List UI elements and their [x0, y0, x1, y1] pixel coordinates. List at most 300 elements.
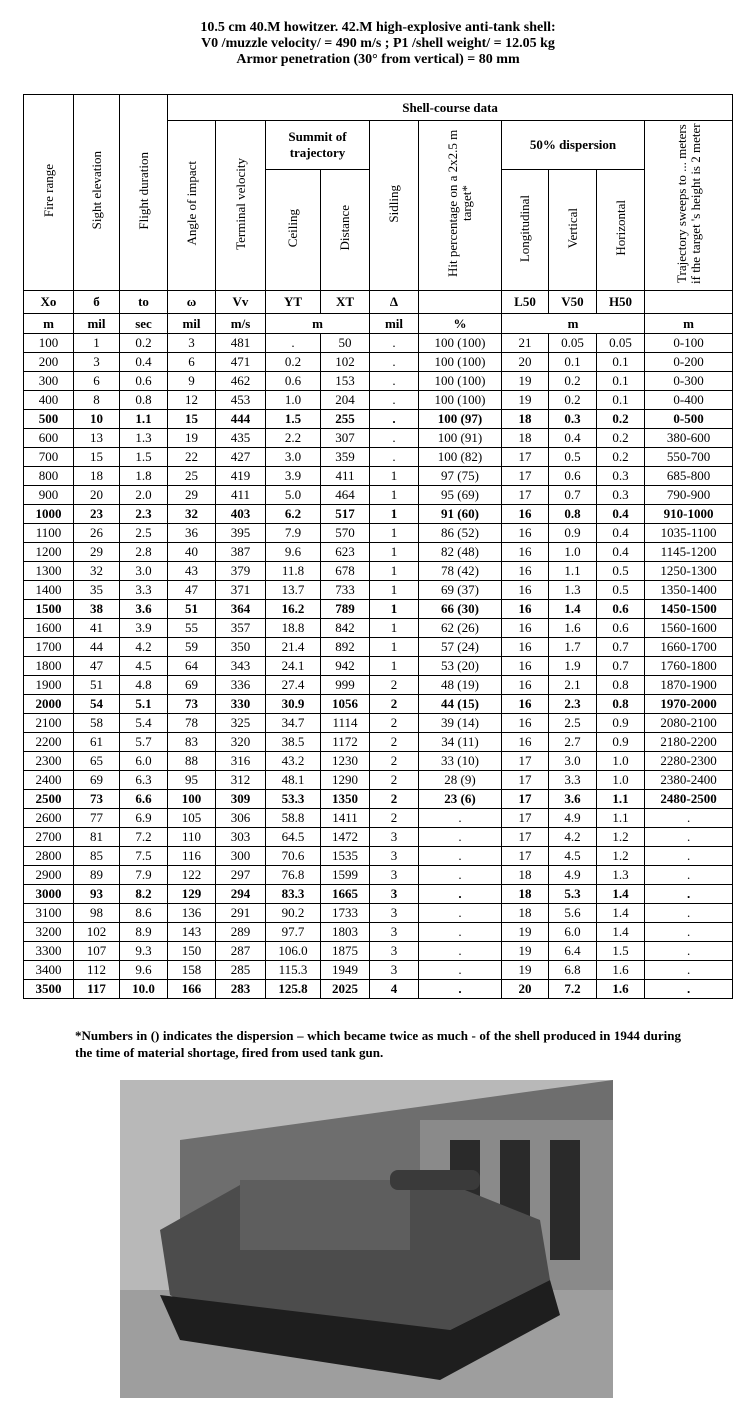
table-cell: 0.9	[597, 733, 645, 752]
table-cell: 2	[370, 714, 419, 733]
table-cell: 8.9	[120, 923, 168, 942]
table-cell: 1	[370, 562, 419, 581]
table-cell: 0.4	[597, 524, 645, 543]
table-cell: 69	[168, 676, 216, 695]
table-cell: 1172	[321, 733, 370, 752]
document-title	[0, 20, 756, 68]
table-cell: 1600	[24, 619, 74, 638]
table-cell: 0.2	[120, 334, 168, 353]
table-cell: 1.6	[597, 961, 645, 980]
table-cell: 1803	[321, 923, 370, 942]
table-cell: 4.2	[549, 828, 597, 847]
table-cell: 7.9	[120, 866, 168, 885]
table-cell: 9	[168, 372, 216, 391]
table-row	[24, 448, 733, 467]
table-cell: 1560-1600	[645, 619, 733, 638]
table-cell: 6.9	[120, 809, 168, 828]
symbol-cell: Δ	[370, 291, 419, 314]
table-cell: 16	[502, 733, 549, 752]
table-cell: 16	[502, 695, 549, 714]
table-cell: 19	[502, 372, 549, 391]
table-cell: 106.0	[266, 942, 321, 961]
table-cell: 411	[321, 467, 370, 486]
table-cell: 3	[370, 828, 419, 847]
table-cell: 357	[216, 619, 266, 638]
table-cell: 20	[74, 486, 120, 505]
table-cell: .	[370, 372, 419, 391]
table-cell: 17	[502, 809, 549, 828]
table-row	[24, 714, 733, 733]
table-cell: 289	[216, 923, 266, 942]
table-cell: 2	[370, 695, 419, 714]
unit-cell: m	[645, 314, 733, 334]
table-cell: 1	[370, 600, 419, 619]
table-cell: .	[370, 429, 419, 448]
table-cell: 291	[216, 904, 266, 923]
table-cell: 18	[502, 429, 549, 448]
table-cell: 1.3	[549, 581, 597, 600]
table-cell: 16	[502, 619, 549, 638]
table-cell: 6	[168, 353, 216, 372]
table-cell: .	[419, 980, 502, 999]
table-cell: 4.5	[120, 657, 168, 676]
table-cell: 1.0	[266, 391, 321, 410]
table-cell: 3	[370, 904, 419, 923]
table-cell: 306	[216, 809, 266, 828]
table-cell: 297	[216, 866, 266, 885]
table-cell: 1.1	[597, 790, 645, 809]
table-cell: 0.05	[597, 334, 645, 353]
table-cell: 1300	[24, 562, 74, 581]
table-cell: 1.1	[597, 809, 645, 828]
table-cell: 1200	[24, 543, 74, 562]
table-cell: 6.4	[549, 942, 597, 961]
table-cell: 1250-1300	[645, 562, 733, 581]
table-cell: 0.9	[597, 714, 645, 733]
symbol-cell	[645, 291, 733, 314]
table-cell: 19	[502, 961, 549, 980]
table-cell: 1.5	[597, 942, 645, 961]
table-cell: 3	[370, 961, 419, 980]
table-cell: 5.6	[549, 904, 597, 923]
table-cell: 0.3	[597, 486, 645, 505]
table-cell: 6.3	[120, 771, 168, 790]
table-row	[24, 581, 733, 600]
symbol-cell: L50	[502, 291, 549, 314]
table-cell: 1970-2000	[645, 695, 733, 714]
table-cell: 19	[502, 391, 549, 410]
table-cell: 678	[321, 562, 370, 581]
table-cell: 623	[321, 543, 370, 562]
table-cell: 48 (19)	[419, 676, 502, 695]
table-cell: 19	[502, 923, 549, 942]
table-cell: 1	[370, 657, 419, 676]
table-cell: 83.3	[266, 885, 321, 904]
table-cell: 3.3	[120, 581, 168, 600]
table-cell: 1949	[321, 961, 370, 980]
table-cell: 3.0	[266, 448, 321, 467]
table-cell: 15	[168, 410, 216, 429]
table-cell: 999	[321, 676, 370, 695]
table-cell: 0.4	[549, 429, 597, 448]
table-cell: 0-300	[645, 372, 733, 391]
table-cell: 942	[321, 657, 370, 676]
table-cell: 90.2	[266, 904, 321, 923]
table-row	[24, 733, 733, 752]
table-cell: 16	[502, 581, 549, 600]
table-cell: .	[645, 866, 733, 885]
table-cell: 17	[502, 486, 549, 505]
table-row	[24, 410, 733, 429]
table-cell: 1700	[24, 638, 74, 657]
table-cell: 150	[168, 942, 216, 961]
table-cell: 115.3	[266, 961, 321, 980]
table-cell: 1.7	[549, 638, 597, 657]
table-cell: 129	[168, 885, 216, 904]
table-row	[24, 961, 733, 980]
table-row	[24, 657, 733, 676]
table-cell: 1.5	[120, 448, 168, 467]
table-cell: 3400	[24, 961, 74, 980]
table-cell: 0.7	[597, 638, 645, 657]
table-cell: 4.9	[549, 809, 597, 828]
table-cell: 4	[370, 980, 419, 999]
table-cell: 1.4	[597, 904, 645, 923]
table-cell: 5.1	[120, 695, 168, 714]
table-cell: 18	[502, 904, 549, 923]
table-cell: 17	[502, 790, 549, 809]
table-cell: 0.6	[597, 600, 645, 619]
symbol-cell: Xo	[24, 291, 74, 314]
col-ceiling: Ceiling	[266, 170, 321, 291]
table-cell: 17	[502, 771, 549, 790]
table-cell: 0.2	[597, 429, 645, 448]
table-cell: 0.4	[597, 505, 645, 524]
table-cell: 0.2	[549, 372, 597, 391]
table-cell: 0.2	[549, 391, 597, 410]
table-cell: 65	[74, 752, 120, 771]
table-cell: 2400	[24, 771, 74, 790]
table-cell: 500	[24, 410, 74, 429]
table-cell: 2380-2400	[645, 771, 733, 790]
table-cell: 1.2	[597, 828, 645, 847]
table-cell: 47	[74, 657, 120, 676]
table-cell: 8.2	[120, 885, 168, 904]
table-cell: 153	[321, 372, 370, 391]
table-cell: 2700	[24, 828, 74, 847]
table-cell: 411	[216, 486, 266, 505]
table-cell: 3100	[24, 904, 74, 923]
table-cell: 371	[216, 581, 266, 600]
table-cell: 892	[321, 638, 370, 657]
table-cell: 83	[168, 733, 216, 752]
table-cell: 100 (91)	[419, 429, 502, 448]
table-cell: 325	[216, 714, 266, 733]
table-cell: 18	[502, 885, 549, 904]
table-cell: 11.8	[266, 562, 321, 581]
table-cell: 98	[74, 904, 120, 923]
table-cell: 0.05	[549, 334, 597, 353]
table-cell: 1.2	[597, 847, 645, 866]
unit-cell: mil	[74, 314, 120, 334]
table-cell: 18.8	[266, 619, 321, 638]
table-cell: 1	[370, 543, 419, 562]
table-cell: 16	[502, 524, 549, 543]
table-cell: 100 (100)	[419, 391, 502, 410]
table-cell: 0.8	[597, 695, 645, 714]
table-cell: 1.9	[549, 657, 597, 676]
table-row	[24, 695, 733, 714]
table-cell: 5.7	[120, 733, 168, 752]
table-cell: 2600	[24, 809, 74, 828]
table-cell: 419	[216, 467, 266, 486]
table-cell: 24.1	[266, 657, 321, 676]
table-row	[24, 524, 733, 543]
table-cell: 12	[168, 391, 216, 410]
table-cell: 38.5	[266, 733, 321, 752]
table-cell: 66 (30)	[419, 600, 502, 619]
table-cell: 444	[216, 410, 266, 429]
table-cell: 21	[502, 334, 549, 353]
table-cell: 0.4	[120, 353, 168, 372]
table-cell: 110	[168, 828, 216, 847]
table-cell: 91 (60)	[419, 505, 502, 524]
table-row	[24, 942, 733, 961]
table-cell: 57 (24)	[419, 638, 502, 657]
unit-row	[24, 314, 733, 334]
table-cell: 2180-2200	[645, 733, 733, 752]
table-cell: 910-1000	[645, 505, 733, 524]
table-cell: .	[419, 942, 502, 961]
table-cell: 283	[216, 980, 266, 999]
table-cell: 400	[24, 391, 74, 410]
table-cell: 0.2	[266, 353, 321, 372]
table-cell: 303	[216, 828, 266, 847]
table-cell: 0.7	[597, 657, 645, 676]
table-cell: 0.6	[266, 372, 321, 391]
table-cell: 19	[502, 942, 549, 961]
table-cell: 0.8	[597, 676, 645, 695]
table-cell: 0.1	[597, 372, 645, 391]
table-row	[24, 790, 733, 809]
table-cell: 1535	[321, 847, 370, 866]
table-cell: 39 (14)	[419, 714, 502, 733]
table-cell: 427	[216, 448, 266, 467]
table-cell: 16	[502, 676, 549, 695]
table-cell: 100 (100)	[419, 353, 502, 372]
table-cell: 3.0	[120, 562, 168, 581]
unit-cell: mil	[370, 314, 419, 334]
table-cell: 19	[168, 429, 216, 448]
table-cell: .	[645, 923, 733, 942]
table-row	[24, 809, 733, 828]
symbol-cell: ω	[168, 291, 216, 314]
table-cell: 32	[74, 562, 120, 581]
table-cell: 44	[74, 638, 120, 657]
table-cell: 97.7	[266, 923, 321, 942]
table-cell: 464	[321, 486, 370, 505]
table-cell: 453	[216, 391, 266, 410]
table-row	[24, 467, 733, 486]
table-cell: 1660-1700	[645, 638, 733, 657]
table-cell: 5.0	[266, 486, 321, 505]
table-cell: 122	[168, 866, 216, 885]
table-cell: 17	[502, 847, 549, 866]
table-cell: 105	[168, 809, 216, 828]
table-cell: .	[370, 448, 419, 467]
table-cell: 0.5	[597, 581, 645, 600]
table-cell: 0.2	[597, 448, 645, 467]
table-cell: 379	[216, 562, 266, 581]
table-cell: 16	[502, 657, 549, 676]
table-cell: 16	[502, 600, 549, 619]
table-cell: 330	[216, 695, 266, 714]
table-cell: 300	[216, 847, 266, 866]
table-cell: 36	[168, 524, 216, 543]
table-row	[24, 353, 733, 372]
table-cell: 9.3	[120, 942, 168, 961]
table-cell: 20	[502, 980, 549, 999]
table-cell: 387	[216, 543, 266, 562]
table-cell: 471	[216, 353, 266, 372]
table-cell: 900	[24, 486, 74, 505]
unit-cell: sec	[120, 314, 168, 334]
symbol-cell	[419, 291, 502, 314]
col-horizontal: Horizontal	[597, 170, 645, 291]
table-cell: 1035-1100	[645, 524, 733, 543]
table-cell: 307	[321, 429, 370, 448]
table-cell: 0.8	[549, 505, 597, 524]
table-cell: 1100	[24, 524, 74, 543]
table-cell: 517	[321, 505, 370, 524]
table-cell: 364	[216, 600, 266, 619]
table-cell: 7.9	[266, 524, 321, 543]
symbol-row	[24, 291, 733, 314]
table-cell: .	[419, 866, 502, 885]
table-cell: 43	[168, 562, 216, 581]
table-cell: 2025	[321, 980, 370, 999]
table-cell: 125.8	[266, 980, 321, 999]
table-body	[24, 334, 733, 999]
table-cell: 47	[168, 581, 216, 600]
symbol-cell: V50	[549, 291, 597, 314]
table-cell: 17	[502, 828, 549, 847]
table-cell: 38	[74, 600, 120, 619]
table-cell: 28 (9)	[419, 771, 502, 790]
symbol-cell: H50	[597, 291, 645, 314]
table-cell: 1114	[321, 714, 370, 733]
tank-superstructure	[240, 1180, 410, 1250]
table-row	[24, 334, 733, 353]
table-cell: 73	[168, 695, 216, 714]
table-cell: 0-500	[645, 410, 733, 429]
table-cell: 0.6	[549, 467, 597, 486]
table-cell: 312	[216, 771, 266, 790]
table-cell: .	[419, 885, 502, 904]
table-cell: 1000	[24, 505, 74, 524]
table-cell: 23 (6)	[419, 790, 502, 809]
table-cell: 93	[74, 885, 120, 904]
table-cell: 204	[321, 391, 370, 410]
table-cell: 100 (82)	[419, 448, 502, 467]
table-cell: 1.3	[120, 429, 168, 448]
table-cell: 380-600	[645, 429, 733, 448]
table-cell: 1.6	[549, 619, 597, 638]
table-cell: 2200	[24, 733, 74, 752]
table-cell: 3.9	[266, 467, 321, 486]
table-cell: 403	[216, 505, 266, 524]
table-cell: 790-900	[645, 486, 733, 505]
table-cell: 0.1	[597, 353, 645, 372]
symbol-cell: to	[120, 291, 168, 314]
table-cell: 3	[370, 923, 419, 942]
table-cell: 316	[216, 752, 266, 771]
table-cell: 100	[24, 334, 74, 353]
table-cell: 1.4	[597, 923, 645, 942]
table-cell: 88	[168, 752, 216, 771]
footnote: *Numbers in () indicates the dispersion – which became twice as much - of the shell produced in 1944 during the time of material shortage, fired from used tank gun.	[75, 1028, 681, 1060]
table-cell: .	[419, 904, 502, 923]
table-cell: 18	[74, 467, 120, 486]
table-row	[24, 980, 733, 999]
table-row	[24, 391, 733, 410]
table-cell: .	[645, 942, 733, 961]
unit-cell: m/s	[216, 314, 266, 334]
table-cell: 7.2	[120, 828, 168, 847]
table-cell: 2	[370, 733, 419, 752]
col-angle-of-impact: Angle of impact	[168, 121, 216, 291]
table-cell: 294	[216, 885, 266, 904]
table-cell: .	[419, 961, 502, 980]
table-cell: 2.5	[549, 714, 597, 733]
table-cell: 1	[370, 638, 419, 657]
table-cell: 1	[370, 619, 419, 638]
table-cell: 0.7	[549, 486, 597, 505]
table-cell: 570	[321, 524, 370, 543]
table-row	[24, 828, 733, 847]
table-cell: 842	[321, 619, 370, 638]
col-terminal-velocity: Terminal velocity	[216, 121, 266, 291]
table-cell: 0.3	[549, 410, 597, 429]
table-cell: 1.1	[549, 562, 597, 581]
table-cell: .	[645, 809, 733, 828]
table-cell: 86 (52)	[419, 524, 502, 543]
table-cell: 1.6	[597, 980, 645, 999]
table-cell: 78	[168, 714, 216, 733]
table-cell: 2480-2500	[645, 790, 733, 809]
table-cell: 1	[370, 467, 419, 486]
table-cell: 2.3	[549, 695, 597, 714]
table-cell: 0.5	[549, 448, 597, 467]
table-cell: 2	[370, 676, 419, 695]
table-cell: 359	[321, 448, 370, 467]
table-cell: 0.9	[549, 524, 597, 543]
table-cell: 51	[74, 676, 120, 695]
table-cell: 685-800	[645, 467, 733, 486]
table-cell: 1450-1500	[645, 600, 733, 619]
table-cell: 1400	[24, 581, 74, 600]
table-cell: 166	[168, 980, 216, 999]
table-cell: 1.8	[120, 467, 168, 486]
table-cell: 22	[168, 448, 216, 467]
table-cell: .	[645, 885, 733, 904]
table-cell: 5.4	[120, 714, 168, 733]
table-cell: 4.9	[549, 866, 597, 885]
table-cell: .	[370, 353, 419, 372]
table-cell: .	[645, 904, 733, 923]
table-cell: 62 (26)	[419, 619, 502, 638]
table-cell: 44 (15)	[419, 695, 502, 714]
